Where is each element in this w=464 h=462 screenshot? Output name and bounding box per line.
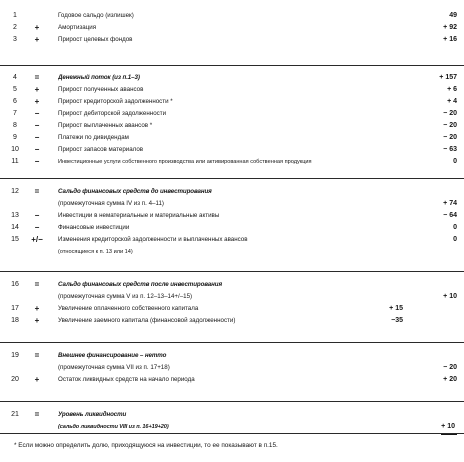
row-number: 14 bbox=[11, 224, 19, 231]
row-operator: − bbox=[34, 121, 40, 130]
table-row bbox=[0, 34, 464, 46]
table-row bbox=[0, 84, 464, 96]
row-number: 7 bbox=[13, 110, 17, 117]
row-description: Остаток ликвидных средств на начало периода bbox=[58, 376, 195, 383]
row-amount: 0 bbox=[453, 158, 457, 165]
table-row bbox=[0, 315, 464, 327]
row-operator: − bbox=[34, 223, 40, 232]
final-amount-value: + 10 bbox=[441, 421, 457, 435]
row-operator: + bbox=[34, 23, 40, 32]
row-amount: − 63 bbox=[443, 146, 457, 153]
row-description: Прирост выплаченных авансов * bbox=[58, 122, 153, 129]
row-operator: +/− bbox=[31, 235, 43, 244]
table-row bbox=[0, 234, 464, 246]
row-amount: + 16 bbox=[443, 36, 457, 43]
table-row bbox=[0, 279, 464, 291]
row-operator: = bbox=[34, 351, 40, 360]
row-description: (промежуточная сумма V из п. 12–13–14+/–15) bbox=[58, 293, 193, 300]
table-row bbox=[0, 222, 464, 234]
row-description: Изменения кредиторской задолженности и выплаченных авансов bbox=[58, 236, 248, 243]
table-row bbox=[0, 144, 464, 156]
row-number: 18 bbox=[11, 317, 19, 324]
row-description: Сальдо финансовых средств после инвестирования bbox=[58, 281, 223, 288]
row-description: Прирост полученных авансов bbox=[58, 86, 144, 93]
row-number: 4 bbox=[13, 74, 17, 81]
row-operator: − bbox=[34, 133, 40, 142]
row-description: Увеличение заемного капитала (финансовой задолженности) bbox=[58, 317, 236, 324]
footnote: * Если можно определить долю, приходящуюся на инвестиции, то ее показывают в п.15. bbox=[14, 442, 278, 449]
row-amount: − 20 bbox=[443, 110, 457, 117]
table-row bbox=[0, 156, 464, 168]
row-description: Прирост целевых фондов bbox=[58, 36, 133, 43]
row-number: 19 bbox=[11, 352, 19, 359]
row-description: Денежный поток (из п.1–3) bbox=[58, 74, 140, 81]
row-amount: + 92 bbox=[443, 24, 457, 31]
row-description: Прирост запасов материалов bbox=[58, 146, 144, 153]
row-operator: = bbox=[34, 280, 40, 289]
row-amount: + 20 bbox=[443, 376, 457, 383]
footnote-divider bbox=[0, 433, 464, 434]
row-amount: − 20 bbox=[443, 364, 457, 371]
table-row bbox=[0, 409, 464, 421]
row-amount: 0 bbox=[453, 236, 457, 243]
table-row bbox=[0, 198, 464, 210]
row-operator: = bbox=[34, 187, 40, 196]
row-operator: − bbox=[34, 211, 40, 220]
row-description: Уровень ликвидности bbox=[58, 411, 127, 418]
table-row bbox=[0, 132, 464, 144]
table-row bbox=[0, 108, 464, 120]
table-row bbox=[0, 350, 464, 362]
row-description: Инвестиции в нематериальные и материальные активы bbox=[58, 212, 220, 219]
row-description: Финансовые инвестиции bbox=[58, 224, 130, 231]
table-row bbox=[0, 291, 464, 303]
table-row bbox=[0, 362, 464, 374]
row-number: 13 bbox=[11, 212, 19, 219]
row-operator: = bbox=[34, 73, 40, 82]
row-amount: + 157 bbox=[439, 74, 457, 81]
row-description: Амортизация bbox=[58, 24, 97, 31]
row-number: 15 bbox=[11, 236, 19, 243]
row-description: Внешнее финансирование – нетто bbox=[58, 352, 167, 359]
row-description: Платежи по дивидендам bbox=[58, 134, 129, 141]
row-number: 16 bbox=[11, 281, 19, 288]
row-number: 2 bbox=[13, 24, 17, 31]
table-row bbox=[0, 72, 464, 84]
row-amount: − 20 bbox=[443, 122, 457, 129]
row-number: 3 bbox=[13, 36, 17, 43]
row-operator: − bbox=[34, 145, 40, 154]
row-description: Прирост кредиторской задолженности * bbox=[58, 98, 173, 105]
table-row bbox=[0, 186, 464, 198]
row-number: 1 bbox=[13, 12, 17, 19]
table-row bbox=[0, 374, 464, 386]
section-external-financing bbox=[0, 342, 464, 343]
row-number: 10 bbox=[11, 146, 19, 153]
row-operator: + bbox=[34, 316, 40, 325]
row-amount: 49 bbox=[449, 12, 457, 19]
row-description: (относящиеся к п. 13 или 14) bbox=[58, 249, 133, 255]
row-number: 8 bbox=[13, 122, 17, 129]
row-number: 5 bbox=[13, 86, 17, 93]
row-sub-amount: + 15 bbox=[389, 305, 403, 312]
row-number: 17 bbox=[11, 305, 19, 312]
section-cash-flow bbox=[0, 65, 464, 66]
row-description: Сальдо финансовых средств до инвестирования bbox=[58, 188, 212, 195]
row-number: 9 bbox=[13, 134, 17, 141]
table-row bbox=[0, 210, 464, 222]
row-operator: − bbox=[34, 157, 40, 166]
row-description: Увеличение оплаченного собственного капитала bbox=[58, 305, 199, 312]
row-number: 11 bbox=[11, 158, 19, 165]
row-operator: = bbox=[34, 410, 40, 419]
table-row bbox=[0, 10, 464, 22]
row-description: Годовое сальдо (излишек) bbox=[58, 12, 134, 19]
row-description: Прирост дебиторской задолженности bbox=[58, 110, 167, 117]
row-amount: 0 bbox=[453, 224, 457, 231]
row-operator: + bbox=[34, 304, 40, 313]
row-operator: + bbox=[34, 97, 40, 106]
table-row bbox=[0, 303, 464, 315]
row-amount: + 10 bbox=[443, 293, 457, 300]
table-row bbox=[0, 246, 464, 258]
table-row bbox=[0, 120, 464, 132]
row-description: (промежуточная сумма VII из п. 17+18) bbox=[58, 364, 170, 371]
row-number: 20 bbox=[11, 376, 19, 383]
row-number: 6 bbox=[13, 98, 17, 105]
row-description: Инвестиционные услуги собственного производства или активированная собственная продукция bbox=[58, 159, 312, 165]
table-row bbox=[0, 22, 464, 34]
section-liquidity-level bbox=[0, 401, 464, 402]
row-amount: − 20 bbox=[443, 134, 457, 141]
row-operator: + bbox=[34, 85, 40, 94]
row-amount: + 6 bbox=[447, 86, 457, 93]
row-operator: + bbox=[34, 375, 40, 384]
table-row bbox=[0, 421, 464, 433]
row-sub-amount: −35 bbox=[391, 317, 403, 324]
row-operator: + bbox=[34, 35, 40, 44]
section-before-investment bbox=[0, 178, 464, 179]
row-amount: − 64 bbox=[443, 212, 457, 219]
row-amount bbox=[422, 421, 457, 435]
row-description: (сальдо ликвидности VIII из п. 16+19+20) bbox=[58, 424, 169, 430]
row-amount: + 4 bbox=[447, 98, 457, 105]
section-after-investment bbox=[0, 271, 464, 272]
row-description: (промежуточная сумма IV из п. 4–11) bbox=[58, 200, 164, 207]
row-number: 21 bbox=[11, 411, 19, 418]
row-amount: + 74 bbox=[443, 200, 457, 207]
table-row bbox=[0, 96, 464, 108]
row-number: 12 bbox=[11, 188, 19, 195]
row-operator: − bbox=[34, 109, 40, 118]
